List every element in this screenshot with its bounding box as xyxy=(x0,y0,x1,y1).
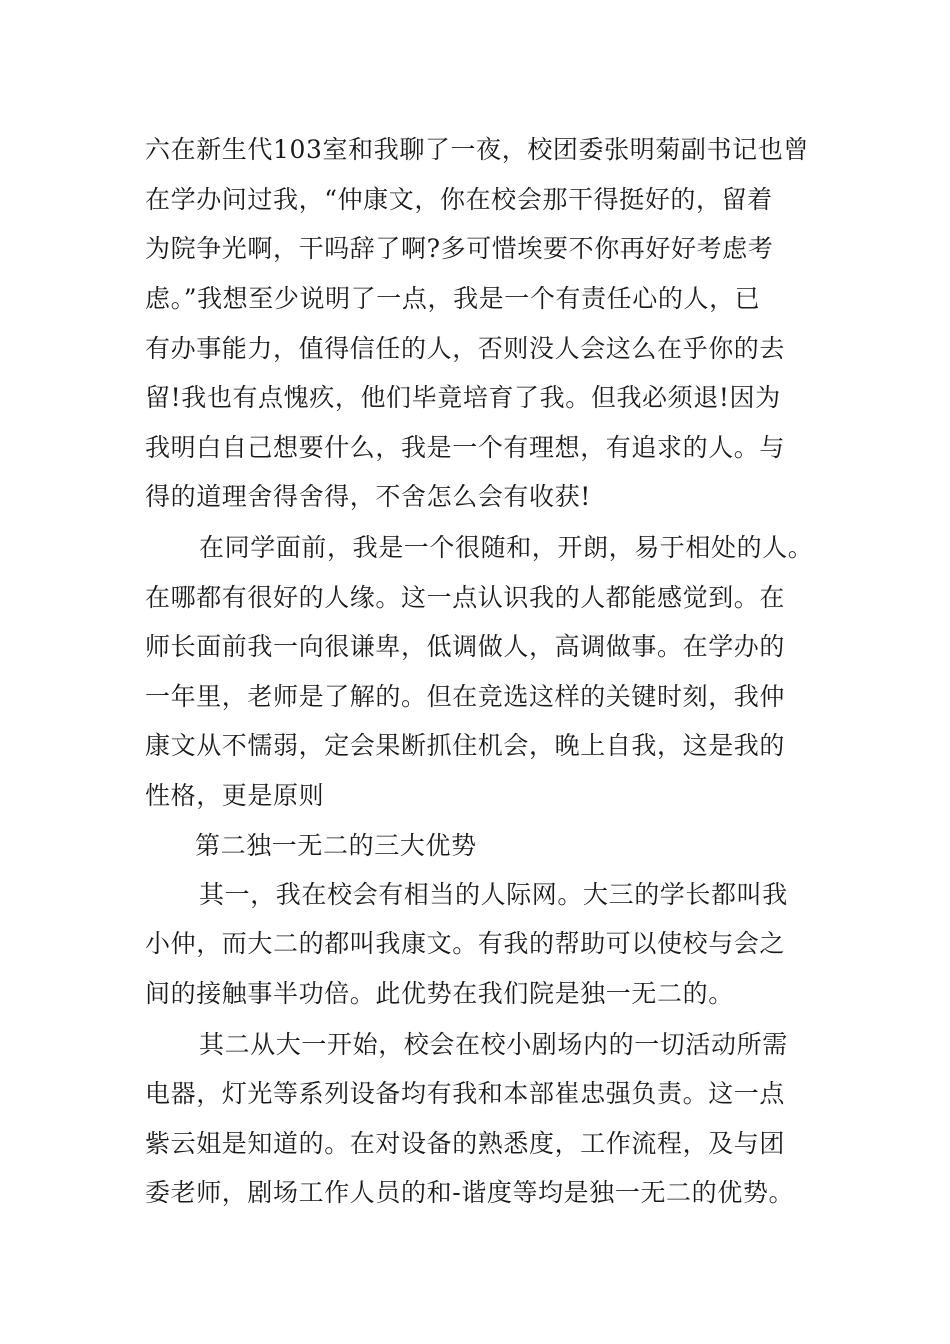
text-line: 紫云姐是知道的。在对设备的熟悉度，工作流程，及与团 xyxy=(145,1129,786,1158)
text-line: 有办事能力，值得信任的人，否则没人会这么在乎你的去 xyxy=(145,334,786,363)
text-line: 在哪都有很好的人缘。这一点认识我的人都能感觉到。在 xyxy=(145,583,786,612)
text-line: 电器，灯光等系列设备均有我和本部崔忠强负责。这一点 xyxy=(145,1079,786,1108)
text-line: 虑。”我想至少说明了一点，我是一个有责任心的人，已 xyxy=(145,284,761,313)
text-line: 六在新生代103室和我聊了一夜，校团委张明菊副书记也曾 xyxy=(145,135,809,164)
text-line: 委老师，剧场工作人员的和-谐度等均是独一无二的优势。 xyxy=(145,1178,795,1207)
text-line: 一年里，老师是了解的。但在竞选这样的关键时刻，我仲 xyxy=(145,682,786,711)
paragraph-first-line: 其二从大一开始，校会在校小剧场内的一切活动所需 xyxy=(199,1030,788,1059)
paragraph-first-line: 其一，我在校会有相当的人际网。大三的学长都叫我 xyxy=(199,880,788,909)
text-line: 得的道理舍得舍得，不舍怎么会有收获! xyxy=(145,482,591,511)
text-line: 留!我也有点愧疚，他们毕竟培育了我。但我必须退!因为 xyxy=(145,383,781,412)
text-line: 为院争光啊，干吗辞了啊?多可惜埃要不你再好好考虑考 xyxy=(145,234,774,263)
text-line: 康文从不懦弱，定会果断抓住机会，晚上自我，这是我的 xyxy=(145,731,786,760)
text-line: 间的接触事半功倍。此优势在我们院是独一无二的。 xyxy=(145,979,734,1008)
text-line: 性格，更是原则 xyxy=(145,781,325,810)
section-heading: 第二独一无二的三大优势 xyxy=(195,831,477,860)
text-line: 小仲，而大二的都叫我康文。有我的帮助可以使校与会之 xyxy=(145,929,786,958)
text-line: 我明白自己想要什么，我是一个有理想，有追求的人。与 xyxy=(145,433,786,462)
paragraph-first-line: 在同学面前，我是一个很随和，开朗，易于相处的人。 xyxy=(199,533,814,562)
text-line: 师长面前我一向很谦卑，低调做人，高调做事。在学办的 xyxy=(145,632,786,661)
text-line: 在学办问过我，“仲康文，你在校会那干得挺好的，留着 xyxy=(145,185,773,214)
